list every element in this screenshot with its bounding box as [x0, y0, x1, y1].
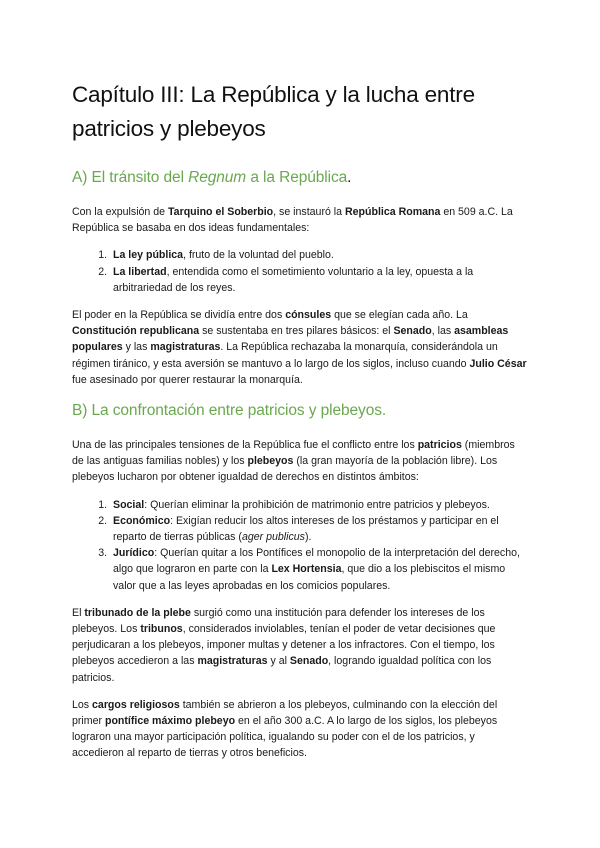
list-item [110, 264, 528, 296]
bold-text: La libertad [113, 265, 167, 278]
text: Los [72, 698, 93, 711]
bold-text: cargos religiosos [92, 698, 180, 711]
text: en 509 a.C. La República se basaba en dos ideas fundamentales: [72, 206, 513, 235]
text: (miembros de las antiguas familias nobles) y los [72, 439, 515, 468]
text: que se elegían cada año. La [331, 309, 468, 322]
list-item [110, 545, 528, 594]
text: surgió como una institución para defender los intereses de los plebeyos. Los [72, 606, 485, 636]
text: Con la expulsión de [72, 206, 168, 218]
section-b-heading: B) La confrontación entre patricios y plebeyos. [72, 402, 387, 420]
italic-text: ager publicus [241, 531, 305, 544]
bold-text: Tarquino el Soberbio [168, 206, 274, 218]
text: , que dio a los plebiscitos el mismo valor que a las leyes aprobadas en los comicios populares. [113, 563, 506, 592]
bold-text: Social [113, 498, 145, 511]
bold-text: cónsules [285, 309, 332, 322]
section-a-heading [72, 168, 528, 188]
bold-text: magistraturas [150, 341, 221, 354]
section-a-heading-post: a la República [246, 169, 348, 186]
section-a-heading-pre: A) El tránsito del [72, 169, 189, 186]
bold-text: Senado [393, 325, 432, 338]
text: , logrando igualdad política con los patricios. [72, 655, 492, 684]
bold-text: La ley pública [113, 249, 184, 262]
section-b-paragraph-1 [72, 437, 528, 486]
text: , se instauró la [273, 206, 345, 218]
section-a-heading-dot: . [347, 169, 352, 186]
list-item [110, 247, 528, 263]
section-b-paragraph-2 [72, 605, 528, 686]
section-a-list [72, 247, 528, 296]
chapter-title: Capítulo III: La República y la lucha entre patricios y plebeyos [72, 82, 475, 141]
bold-text: magistraturas [197, 655, 268, 668]
bold-text: República Romana [345, 206, 441, 218]
bold-text: Económico [113, 514, 171, 527]
bold-text: Constitución republicana [72, 325, 200, 338]
text: . La República rechazaba la monarquía, considerándola un régimen tiránico, y esta aversión se mantuvo a lo largo de los siglos, incluso cuando [72, 341, 498, 370]
section-a-heading-em: Regnum [188, 169, 247, 186]
section-a-paragraph-1 [72, 204, 528, 236]
section-a-paragraph-2 [72, 307, 528, 388]
text: ). [304, 531, 312, 544]
bold-text: Lex Hortensia [271, 563, 342, 576]
document-page [72, 78, 528, 773]
bold-text: Senado [289, 655, 329, 668]
text: (la gran mayoría de la población libre). Los plebeyos lucharon por obtener igualdad de derechos en distintos ámbitos: [72, 455, 498, 484]
text: y las [122, 341, 151, 354]
text: El [72, 606, 85, 619]
text: : Exigían reducir los altos intereses de los préstamos y participar en el reparto de tierras públicas ( [113, 514, 499, 544]
bold-text: patricios [417, 439, 462, 452]
list-item [110, 497, 528, 513]
text: : Querían eliminar la prohibición de matrimonio entre patricios y plebeyos. [144, 498, 490, 511]
text: Una de las principales tensiones de la República fue el conflicto entre los [72, 439, 418, 452]
text: fue asesinado por querer restaurar la monarquía. [72, 373, 303, 386]
text: El poder en la República se dividía entre dos [72, 309, 286, 322]
text: en el año 300 a.C. A lo largo de los siglos, los plebeyos lograron una mayor participación política, igualando su poder con el de los patricios, y accedieron al reparto de tierras y otros beneficios. [72, 715, 498, 760]
text: , considerados inviolables, tenían el poder de vetar decisiones que perjudicaran a los plebeyos, imponer multas y detener a los infractores. Con el tiempo, los plebeyos accedieron a las [72, 623, 496, 668]
bold-text: tribunos [140, 623, 183, 636]
bold-text: tribunado de la plebe [84, 606, 191, 619]
text: , las [431, 325, 455, 338]
text: y al [267, 655, 290, 668]
section-b-paragraph-3 [72, 697, 528, 762]
text: , entendida como el sometimiento voluntario a la ley, opuesta a la arbitrariedad de los reyes. [113, 265, 474, 294]
bold-text: Jurídico [113, 547, 155, 560]
bold-text: Julio César [469, 357, 527, 370]
bold-text: pontífice máximo plebeyo [104, 715, 236, 728]
text: también se abrieron a los plebeyos, culminando con la elección del primer [72, 698, 498, 728]
text: : Querían quitar a los Pontífices el monopolio de la interpretación del derecho, algo que lograron en parte con la [113, 547, 520, 576]
section-b-list [72, 497, 528, 594]
bold-text: plebeyos [247, 455, 294, 468]
text: , fruto de la voluntad del pueblo. [183, 249, 334, 262]
list-item [110, 513, 528, 545]
text: se sustentaba en tres pilares básicos: el [199, 325, 394, 338]
bold-text: asambleas populares [72, 325, 509, 354]
